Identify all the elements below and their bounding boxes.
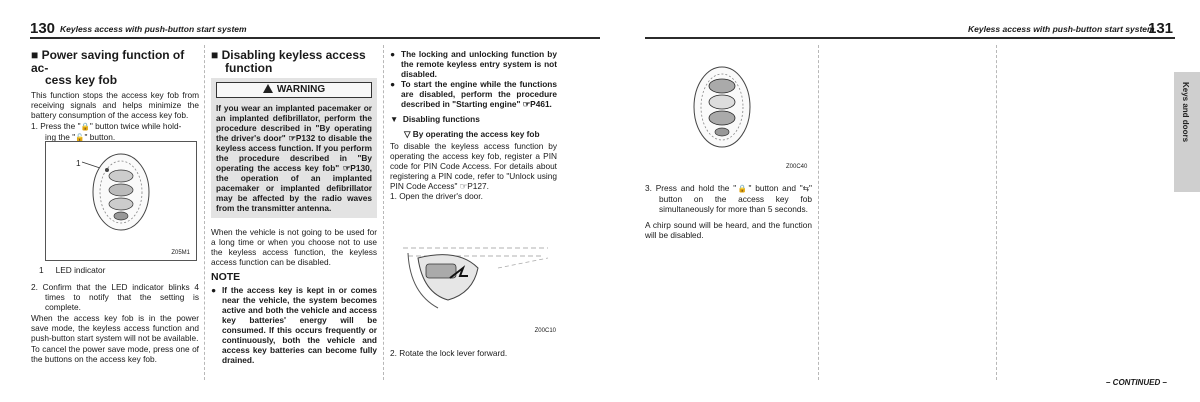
bullet-icon: ●	[390, 49, 396, 59]
cancel-paragraph: To cancel the power save mode, press one of the buttons on the access key fob.	[31, 344, 199, 364]
continued-label: – CONTINUED –	[1106, 378, 1167, 387]
figure-key-fob-led	[45, 141, 197, 261]
column-divider	[818, 45, 819, 380]
figure-callout: 1	[76, 158, 81, 168]
note-item: ● If the access key is kept in or comes near the vehicle, the system becomes active and both the vehicle and access key batteries' energy will be consumed. If this occurs frequently or continuously, both the vehicle and access key batteries can become fully drained.	[211, 285, 377, 365]
power-save-paragraph: When the access key fob is in the power save mode, the keyless access function and push-button start system will not be available.	[31, 313, 199, 343]
column-divider	[204, 45, 205, 380]
fob-paragraph: To disable the keyless access function by operating the access key fob, register a PIN code for PIN Code Access. For details about registering a PIN code, refer to "Unlock using PIN Code Access" ☞P127.	[390, 141, 557, 191]
figure-code: Z00C40	[786, 164, 808, 170]
figure-code: Z00C10	[534, 328, 556, 334]
figure-code: Z05M1	[171, 250, 190, 256]
bullet-icon: ●	[390, 79, 396, 89]
column-1	[31, 49, 199, 143]
bullet-item: ● The locking and unlocking function by the remote keyless entry system is not disabled.	[390, 49, 557, 79]
page-number-left: 130	[30, 20, 56, 37]
intro-paragraph: This function stops the access key fob from receiving signals and helps minimize the battery consumption of the access key fob.	[31, 89, 199, 120]
trunk-button-icon: ⇆	[802, 184, 810, 193]
lock-button-icon: 🔒	[736, 184, 749, 193]
sub-heading: ▼ Disabling functions	[390, 114, 480, 124]
figure-caption: 1 LED indicator	[39, 265, 106, 275]
side-tab-label: Keys and doors	[1181, 82, 1190, 143]
figure-door-lever	[398, 238, 558, 338]
warning-text: If you wear an implanted pacemaker or an implanted defibrillator, perform the procedure described in "By operating the driver's door" ☞P132 to disable the keyless access function. If you perform the procedure described in "By operating the access key fob" ☞P130, the operation of an implanted pacemaker or implanted defibrillator may be affected by the radio waves from the transmitter antenna.	[216, 103, 372, 213]
bullet-icon: ●	[211, 285, 217, 295]
chirp-paragraph: A chirp sound will be heard, and the function will be disabled.	[645, 220, 812, 240]
key-fob-drawing	[46, 142, 196, 260]
column-divider	[383, 45, 384, 380]
page-number-right: 131	[1148, 20, 1174, 37]
warning-box	[211, 78, 377, 218]
header-rule-right	[645, 37, 1175, 39]
figure-key-fob-buttons	[690, 62, 810, 172]
subsub-heading: ▽ By operating the access key fob	[404, 129, 540, 139]
triangle-down-icon: ▼	[390, 114, 399, 124]
column-1-lower	[31, 282, 199, 364]
warning-header: WARNING	[216, 82, 372, 98]
step-2: 2. Confirm that the LED indicator blinks 4 times to notify that the setting is complete.	[31, 282, 199, 312]
note-label: NOTE	[211, 271, 241, 283]
header-rule-left	[30, 37, 600, 39]
running-title-left: Keyless access with push-button start system	[60, 24, 247, 34]
column-divider	[996, 45, 997, 380]
warning-icon	[263, 84, 273, 93]
running-title-right: Keyless access with push-button start system	[968, 24, 1155, 34]
step-2-lever: 2. Rotate the lock lever forward.	[390, 348, 508, 358]
column-3	[390, 49, 557, 201]
step-3: 3. Press and hold the "🔒" button and "⇆" button on the access key fob simultaneously for more than 5 seconds.	[645, 183, 812, 214]
section-title-power-saving: ■ Power saving function of ac- cess key fob	[31, 48, 185, 87]
triangle-outline-icon: ▽	[404, 129, 411, 139]
section-title-disabling: ■ Disabling keyless access function	[211, 48, 366, 75]
bullet-item: ● To start the engine while the functions are disabled, perform the procedure described in "Starting engine" ☞P461.	[390, 79, 557, 109]
right-column-1	[645, 183, 812, 240]
step-1-door: 1. Open the driver's door.	[390, 191, 483, 201]
side-tab	[1174, 72, 1200, 192]
step-1: 1. Press the "🔒" button twice while hold- ing the "🔓" button.	[31, 120, 182, 142]
lock-button-icon: 🔒	[80, 121, 90, 131]
door-lever-drawing	[398, 238, 558, 338]
column-2	[211, 49, 377, 365]
disable-paragraph: When the vehicle is not going to be used for a long time or when you choose not to use the keyless access function, the keyless access function can be disabled.	[211, 227, 377, 267]
key-fob-drawing	[690, 62, 810, 172]
unlock-button-icon: 🔓	[75, 132, 85, 142]
